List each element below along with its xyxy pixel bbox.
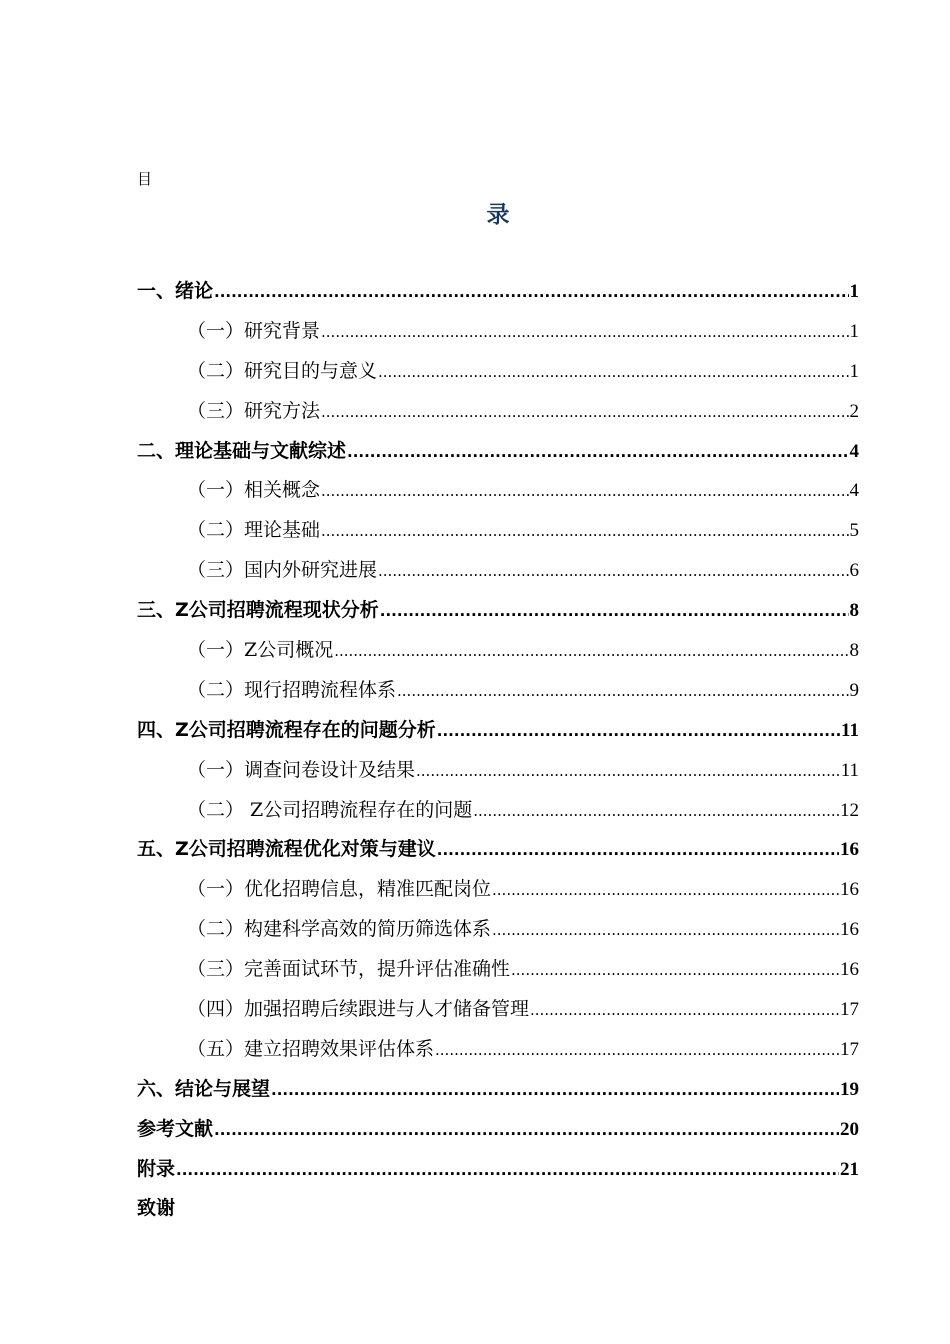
- toc-entry-page: 16: [840, 919, 859, 941]
- toc-entry[interactable]: [137, 751, 859, 791]
- toc-leader-dots: [321, 512, 848, 552]
- toc-entry-label: 一、绪论: [137, 280, 214, 302]
- toc-entry-label: （一）Z公司概况: [187, 639, 334, 662]
- toc-entry[interactable]: [137, 511, 859, 551]
- toc-entry-page: 1: [849, 360, 859, 382]
- toc-leader-dots: [378, 552, 848, 592]
- toc-entry-page: 16: [840, 839, 859, 861]
- toc-leader-dots: [492, 911, 839, 951]
- toc-entry[interactable]: [137, 1189, 859, 1229]
- toc-title-first-char: 目: [137, 170, 153, 188]
- toc-entry-page: 8: [849, 640, 859, 662]
- toc-entry[interactable]: [137, 791, 859, 831]
- toc-entry-page: 20: [840, 1118, 859, 1140]
- toc-leader-dots: [321, 313, 848, 353]
- toc-entry-label: 四、Z公司招聘流程存在的问题分析: [137, 718, 436, 741]
- toc-entry-page: 4: [849, 440, 859, 462]
- toc-entry[interactable]: [137, 1070, 859, 1110]
- toc-entry[interactable]: [137, 272, 859, 312]
- toc-entry-label: （一）优化招聘信息，精准匹配岗位: [187, 878, 492, 901]
- toc-entry-label: （四）加强招聘后续跟进与人才储备管理: [187, 998, 530, 1021]
- toc-entry[interactable]: [137, 551, 859, 591]
- toc-entry[interactable]: [137, 830, 859, 870]
- toc-leader-dots: [492, 871, 839, 911]
- toc-leader-dots: [378, 353, 848, 393]
- toc-entry[interactable]: [137, 432, 859, 472]
- toc-leader-dots: [214, 273, 848, 313]
- toc-entry-label: 参考文献: [137, 1117, 214, 1140]
- toc-entry[interactable]: [137, 990, 859, 1030]
- toc-leader-dots: [347, 433, 848, 473]
- toc-leader-dots: [380, 592, 849, 632]
- toc-entry-label: （三）国内外研究进展: [187, 559, 378, 582]
- toc-entry-label: （一）相关概念: [187, 479, 321, 502]
- toc-entry-page: 2: [849, 400, 859, 422]
- toc-entry-label: （二）现行招聘流程体系: [187, 678, 397, 701]
- toc-entry[interactable]: [137, 631, 859, 671]
- toc-entry[interactable]: [137, 471, 859, 511]
- toc-entry[interactable]: [137, 1030, 859, 1070]
- toc-entry-page: 17: [840, 999, 859, 1021]
- toc-entry-page: 6: [849, 560, 859, 582]
- toc-entry-label: （二）研究目的与意义: [187, 359, 378, 382]
- toc-entry-label: 致谢: [137, 1197, 176, 1220]
- toc-entry-page: 1: [849, 281, 859, 302]
- toc-entry-page: 21: [840, 1158, 859, 1180]
- toc-entry-page: 5: [849, 520, 859, 542]
- toc-leader-dots: [334, 632, 848, 672]
- toc-entry[interactable]: [137, 711, 859, 751]
- toc-entry-page: 9: [849, 679, 859, 701]
- toc-entry[interactable]: [137, 312, 859, 352]
- toc-entry[interactable]: [137, 1110, 859, 1150]
- toc-entry[interactable]: [137, 870, 859, 910]
- toc-entry[interactable]: [137, 910, 859, 950]
- toc-leader-dots: [321, 393, 848, 433]
- toc-entry-page: 17: [840, 1038, 859, 1060]
- toc-leader-dots: [321, 472, 848, 512]
- toc-entry-page: 16: [840, 959, 859, 981]
- toc-entry-label: （一）研究背景: [187, 319, 321, 342]
- toc-entry[interactable]: [137, 950, 859, 990]
- toc-entry-label: （二）理论基础: [187, 519, 321, 542]
- toc-leader-dots: [416, 752, 840, 792]
- toc-entry[interactable]: [137, 1150, 859, 1190]
- toc-entry-page: 19: [840, 1078, 859, 1100]
- toc-entry-label: 二、理论基础与文献综述: [137, 439, 347, 462]
- table-of-contents: [137, 272, 859, 1229]
- toc-leader-dots: [214, 1111, 839, 1151]
- toc-leader-dots: [437, 831, 839, 871]
- toc-entry-page: 12: [840, 799, 859, 821]
- toc-leader-dots: [271, 1071, 839, 1111]
- toc-entry[interactable]: [137, 392, 859, 432]
- toc-entry-label: 五、Z公司招聘流程优化对策与建议: [137, 838, 436, 861]
- toc-entry-page: 16: [840, 879, 859, 901]
- toc-entry-page: 11: [841, 719, 859, 741]
- toc-leader-dots: [437, 712, 840, 752]
- toc-entry-label: （三）完善面试环节，提升评估准确性: [187, 958, 511, 981]
- toc-entry-label: 附录: [137, 1157, 176, 1180]
- toc-leader-dots: [511, 951, 839, 991]
- toc-entry[interactable]: [137, 671, 859, 711]
- toc-entry[interactable]: [137, 352, 859, 392]
- toc-entry-page: 4: [849, 480, 859, 502]
- toc-entry-label: （五）建立招聘效果评估体系: [187, 1037, 435, 1060]
- toc-entry-label: （二） Z公司招聘流程存在的问题: [187, 798, 473, 821]
- toc-entry-label: （二）构建科学高效的简历筛选体系: [187, 918, 492, 941]
- toc-leader-dots: [397, 672, 848, 712]
- toc-entry-label: （一）调查问卷设计及结果: [187, 758, 416, 781]
- toc-leader-dots: [530, 991, 839, 1031]
- toc-title-second-char: 录: [486, 202, 510, 228]
- toc-leader-dots: [176, 1151, 839, 1191]
- toc-leader-dots: [435, 1031, 839, 1071]
- toc-entry[interactable]: [137, 591, 859, 631]
- toc-entry-page: 8: [849, 600, 859, 622]
- toc-entry-label: 六、结论与展望: [137, 1077, 271, 1100]
- toc-entry-page: 11: [840, 759, 859, 781]
- toc-entry-label: 三、Z公司招聘流程现状分析: [137, 599, 379, 622]
- toc-entry-page: 1: [849, 320, 859, 342]
- toc-leader-dots: [473, 792, 839, 832]
- toc-entry-label: （三）研究方法: [187, 399, 321, 422]
